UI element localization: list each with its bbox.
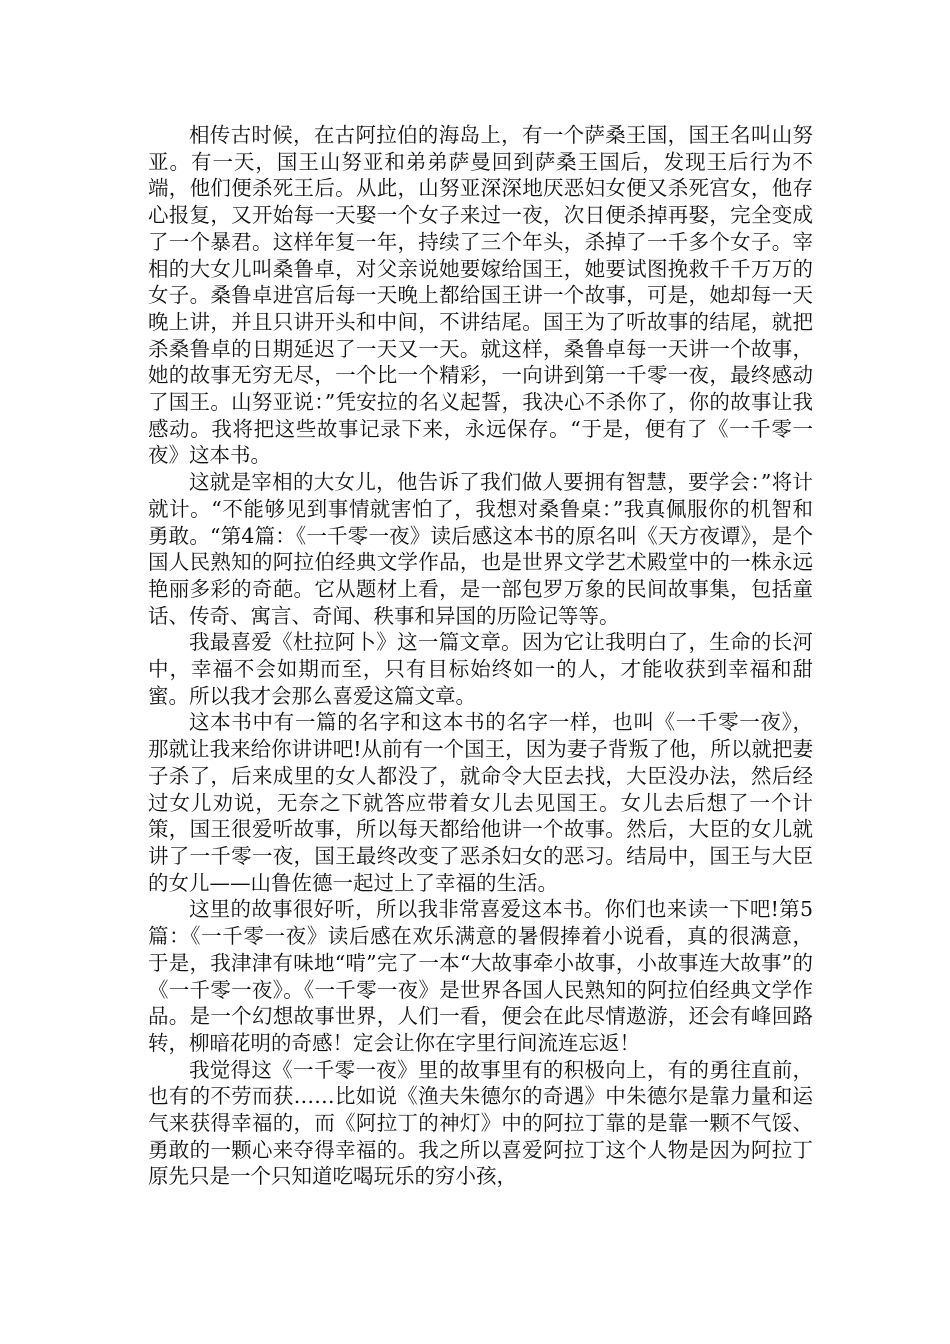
paragraph: 我觉得这《一千零一夜》里的故事里有的积极向上，有的勇往直前，也有的不劳而获……比如说《渔夫朱德尔的奇遇》中朱德尔是靠力量和运气来获得幸福的，而《阿拉丁的神灯》中的阿拉丁靠的是靠一颗不气馁、勇敢的一颗心来夺得幸福的。我之所以喜爱阿拉丁这个人物是因为阿拉丁原先只是一个只知道吃喝玩乐的穷小孩， xyxy=(148,1057,813,1189)
paragraph: 相传古时候，在古阿拉伯的海岛上，有一个萨桑王国，国王名叫山努亚。有一天，国王山努亚和弟弟萨曼回到萨桑王国后，发现王后行为不端，他们便杀死王后。从此，山努亚深深地厌恶妇女便又杀死宫女，他存心报复，又开始每一天娶一个女子来过一夜，次日便杀掉再娶，完全变成了一个暴君。这样年复一年，持续了三个年头，杀掉了一千多个女子。宰相的大女儿叫桑鲁卓，对父亲说她要嫁给国王，她要试图挽救千千万万的女子。桑鲁卓进宫后每一天晚上都给国王讲一个故事，可是，她却每一天晚上讲，并且只讲开头和中间，不讲结尾。国王为了听故事的结尾，就把杀桑鲁卓的日期延迟了一天又一天。就这样，桑鲁卓每一天讲一个故事，她的故事无穷无尽，一个比一个精彩，一向讲到第一千零一夜，最终感动了国王。山努亚说：”凭安拉的名义起誓，我决心不杀你了，你的故事让我感动。我将把这些故事记录下来，永远保存。“于是，便有了《一千零一夜》这本书。 xyxy=(148,123,813,468)
paragraph: 这就是宰相的大女儿，他告诉了我们做人要拥有智慧，要学会：”将计就计。“不能够见到事情就害怕了，我想对桑鲁桌：”我真佩服你的机智和勇敢。“第4篇：《一千零一夜》读后感这本书的原名叫《天方夜谭》，是个国人民熟知的阿拉伯经典文学作品，也是世界文学艺术殿堂中的一株永远艳丽多彩的奇葩。它从题材上看，是一部包罗万象的民间故事集，包括童话、传奇、寓言、奇闻、秩事和异国的历险记等等。 xyxy=(148,470,813,628)
paragraph: 我最喜爱《杜拉阿卜》这一篇文章。因为它让我明白了，生命的长河中，幸福不会如期而至，只有目标始终如一的人，才能收获到幸福和甜蜜。所以我才会那么喜爱这篇文章。 xyxy=(148,630,813,708)
document-page xyxy=(148,122,813,1190)
paragraph: 这本书中有一篇的名字和这本书的名字一样，也叫《一千零一夜》，那就让我来给你讲讲吧!从前有一个国王，因为妻子背叛了他，所以就把妻子杀了，后来成里的女人都没了，就命令大臣去找，大臣没办法，然后经过女儿劝说，无奈之下就答应带着女儿去见国王。女儿去后想了一个计策，国王很爱听故事，所以每天都给他讲一个故事。然后，大臣的女儿就讲了一千零一夜，国王最终改变了恶杀妇女的恶习。结局中，国王与大臣的女儿——山鲁佐德一起过上了幸福的生活。 xyxy=(148,710,813,895)
paragraph: 这里的故事很好听，所以我非常喜爱这本书。你们也来读一下吧!第5篇：《一千零一夜》读后感在欢乐满意的暑假捧着小说看，真的很满意，于是，我津津有味地“啃”完了一本“大故事牵小故事，小故事连大故事”的《一千零一夜》。《一千零一夜》是世界各国人民熟知的阿拉伯经典文学作品。是一个幻想故事世界，人们一看，便会在此尽情遨游，还会有峰回路转，柳暗花明的奇感！定会让你在字里行间流连忘返！ xyxy=(148,897,813,1055)
